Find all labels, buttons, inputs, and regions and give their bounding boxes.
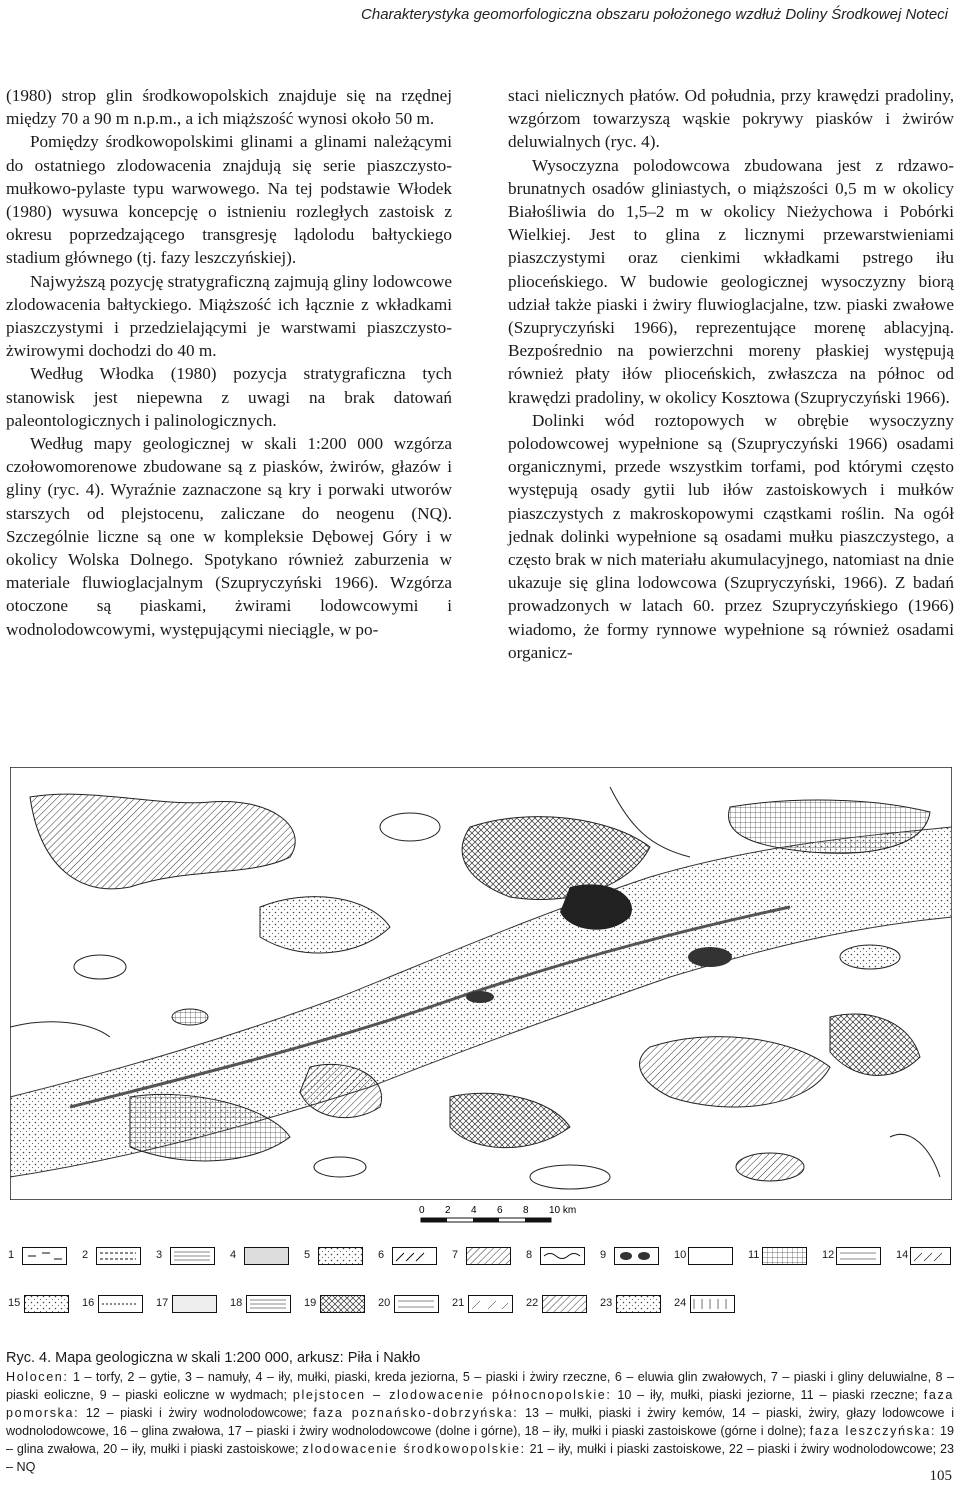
right-text-column	[508, 84, 954, 664]
scale-tick-label: 10 km	[549, 1205, 577, 1216]
scale-tick-label: 8	[523, 1205, 529, 1216]
legend-row-1: 1 2 3 4 5 6 7 8 9 10 11 12 14	[8, 1245, 952, 1269]
left-text-column	[6, 84, 452, 641]
caption-title: Ryc. 4. Mapa geologiczna w skali 1:200 000, arkusz: Piła i Nakło	[6, 1350, 421, 1366]
caption-legend-text: Holocen: 1 – torfy, 2 – gytie, 3 – namuły, 4 – iły, mułki, piaski, kreda jeziorna, 5 – piaski i żwiry rzeczne, 6 – eluwia glin zwałowych, 7 – piaski i gliny deluwialne, 8 – piaski eoliczne, 9 – piaski eoliczne w wydmach; plejstocen – zlodowacenie północnopolskie: 10 – iły, mułki, piaski jeziorne, 11 – piaski rzeczne; faza pomorska: 12 – piaski i żwiry wodnolodowcowe; faza poznańsko-dobrzyńska: 13 – mułki, piaski i żwiry kemów, 14 – piaski, żwiry, głazy lodowcowe i wodnolodowcowe, 16 – glina zwałowa, 17 – piaski i żwiry wodnolodowcowe (dolne i górne), 18 – iły, mułki i piaski zastoiskowe (górne i dolne); faza leszczyńska: 19 – glina zwałowa, 20 – iły, mułki i piaski zastoiskowe; zlodowacenie środkowopolskie: 21 – iły, mułki i piaski zastoiskowe, 22 – piaski i żwiry wodnolodowcowe; 23 – NQ	[6, 1369, 955, 1474]
scale-bar	[415, 1202, 615, 1232]
legend-row-2: 15 16 17 18 19 20 21 22 23 24	[8, 1293, 952, 1317]
scale-tick-label: 0	[419, 1205, 425, 1216]
paragraph: Pomiędzy środkowopolskimi glinami a glinami należącymi do ostatniego zlodowacenia znajdują się serie piaszczysto-mułkowo-pylaste typu warwowego. Na tej podstawie Włodek (1980) wysuwa koncepcję o istnieniu rozległych zastoisk z okresu poprzedzającego transgresję lądolodu bałtyckiego stadium głównego (tj. fazy leszczyńskiej).	[6, 132, 452, 268]
paragraph: Najwyższą pozycję stratygraficzną zajmują gliny lodowcowe zlodowacenia bałtyckiego. Miąższość ich łącznie z wkładkami piaszczystymi i przedzielającymi je warstwami piaszczysto-żwirowymi dochodzi do 40 m.	[6, 271, 452, 361]
paragraph: Według mapy geologicznej w skali 1:200 000 wzgórza czołowomorenowe zbudowane są z piasków, żwirów, głazów i gliny (ryc. 4). Wyraźnie zaznaczone są kry i porwaki utworów starszych od plejstocenu, zaliczane do neogenu (NQ). Szczególnie liczne są one w kompleksie Dębowej Góry i w okolicy Wolska Dolnego. Spotykano również zaburzenia w materiale fluwioglacjalnym (Szupryczyński 1966). Wzgórza otoczone są piaskami, żwirami lodowcowymi i wodnolodowcowymi, występującymi nieciągle, w po-	[6, 434, 452, 639]
paragraph: (1980) strop glin środkowopolskich znajduje się na rzędnej między 70 a 90 m n.p.m., a ich miąższość wynosi około 50 m.	[6, 86, 452, 129]
figure-caption	[6, 1349, 954, 1476]
scale-tick-label: 6	[497, 1205, 503, 1216]
paragraph: staci nielicznych płatów. Od południa, przy krawędzi pradoliny, wzgórzom towarzyszą wąskie pokrywy piasków i żwirów deluwialnych (ryc. 4).	[508, 86, 954, 152]
page-number: 105	[929, 1468, 952, 1484]
running-header: Charakterystyka geomorfologiczna obszaru położonego wzdłuż Doliny Środkowej Noteci	[361, 6, 948, 23]
paragraph: Według Włodka (1980) pozycja stratygraficzna tych stanowisk jest niepewna z uwagi na brak datowań paleontologicznych i palinologicznych.	[6, 364, 452, 430]
scale-tick-label: 2	[445, 1205, 451, 1216]
paragraph: Wysoczyzna polodowcowa zbudowana jest z rdzawo-brunatnych osadów gliniastych, o miąższości 0,5 m w okolicy Białośliwia do 1,5–2 m w okolicy Nieżychowa i Pobórki Wielkiej. Jest to glina z licznymi przewarstwieniami piaszczystymi oraz cienkimi wkładkami pstrego iłu plioceńskiego. W budowie geologicznej wysoczyzny biorą udział także piaski i żwiry fluwioglacjalne, tzw. piaski zwałowe (Szupryczyński 1966), reprezentujące morenę ablacyjną. Bezpośrednio na powierzchni moreny płaskiej występują również płaty iłów plioceńskich, zwłaszcza na północ od krawędzi pradoliny, w okolicy Kosztowa (Szupryczyński 1966).	[508, 155, 954, 407]
geological-map	[10, 767, 952, 1200]
scale-tick-label: 4	[471, 1205, 477, 1216]
paragraph: Dolinki wód roztopowych w obrębie wysoczyzny polodowcowej wypełnione są (Szupryczyński 1966) osadami organicznymi, przede wszystkim torfami, pod którymi często występują osady gytii lub iłów zastoiskowych i mułków piaszczystych z makroskopowymi cząstkami roślin. Na ogół jednak dolinki wypełnione są osadami mułku piaszczystego, a często brak w nich materiału akumulacyjnego, natomiast na dnie ukazuje się glina lodowcowa (Szupryczyński, 1966). Z badań prowadzonych w latach 60. przez Szupryczyńskiego (1966) wiadomo, że formy rynnowe wypełnione są również osadami organicz-	[508, 410, 954, 662]
